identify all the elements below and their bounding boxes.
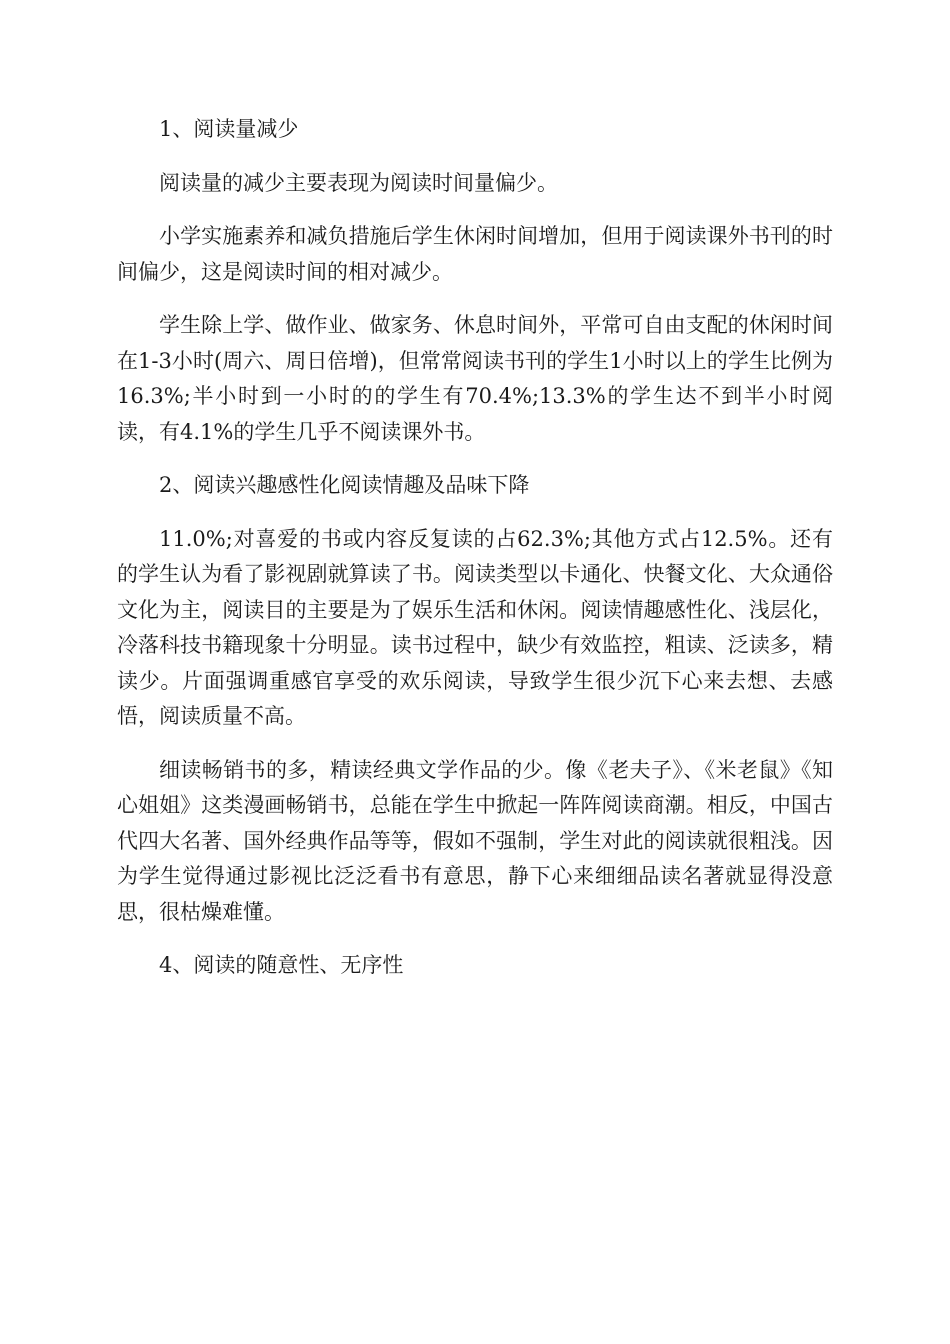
section-heading-1: 1、阅读量减少 [159, 117, 299, 141]
section-heading-2: 2、阅读兴趣感性化阅读情趣及品味下降 [159, 473, 530, 497]
body-paragraph-5: 细读畅销书的多，精读经典文学作品的少。像《老夫子》、《米老鼠》《知心姐姐》这类漫画畅销书，总能在学生中掀起一阵阵阅读商潮。相反，中国古代四大名著、国外经典作品等等，假如不强制，学生对此的阅读就很粗浅。因为学生觉得通过影视比泛泛看书有意思，静下心来细细品读名著就显得没意思，很枯燥难懂。 [117, 757, 833, 924]
document-body [117, 112, 833, 1002]
body-paragraph-3: 学生除上学、做作业、做家务、休息时间外，平常可自由支配的休闲时间在1-3小时(周六、周日倍增)，但常常阅读书刊的学生1小时以上的学生比例为16.3%;半小时到一小时的的学生有70.4%;13.3%的学生达不到半小时阅读，有4.1%的学生几乎不阅读课外书。 [117, 313, 833, 444]
section-heading-4: 4、阅读的随意性、无序性 [159, 953, 404, 977]
body-paragraph-2: 小学实施素养和减负措施后学生休闲时间增加，但用于阅读课外书刊的时间偏少，这是阅读时间的相对减少。 [117, 224, 833, 284]
body-paragraph-1: 阅读量的减少主要表现为阅读时间量偏少。 [159, 170, 558, 195]
body-paragraph-4: 11.0%;对喜爱的书或内容反复读的占62.3%;其他方式占12.5%。还有的学生认为看了影视剧就算读了书。阅读类型以卡通化、快餐文化、大众通俗文化为主，阅读目的主要是为了娱乐生活和休闲。阅读情趣感性化、浅层化，冷落科技书籍现象十分明显。读书过程中，缺少有效监控，粗读、泛读多，精读少。片面强调重感官享受的欢乐阅读，导致学生很少沉下心来去想、去感悟，阅读质量不高。 [117, 526, 833, 728]
